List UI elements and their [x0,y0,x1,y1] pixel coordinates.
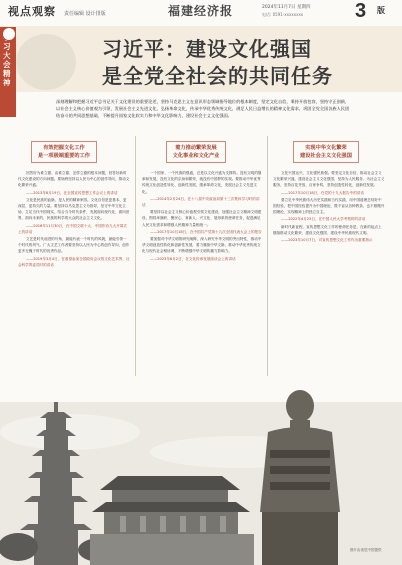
section-tab-label: 习大会精神 [3,42,11,87]
source-note: ——2017年10月18日，在党的十九大报告中的讲话 [281,190,364,195]
party-emblem-icon [2,27,16,41]
column-sub: 责任编辑 设计排版 [64,11,106,17]
paragraph: 一个国家、一个民族的强盛，总是以文化兴盛为支撑的。没有文明的继承和发展，没有文化的弘扬和繁荣，就没有中国梦的实现。要推动中华优秀传统文化创造性转化、创新性发展，继承革命文化，发展社会主义先进文化。 [142,171,262,194]
article-column-3 [273,170,385,390]
subhead-1-line2: 是一项极端重要的工作 [38,153,90,159]
source-note: ——2023年6月2日，在文化传承发展座谈会上的讲话 [150,256,236,261]
headline-line2: 是全党全社会的共同任务 [102,64,333,88]
subhead-2-line2: 文化事业和文化产业 [172,153,220,159]
column-name: 视点观察 [8,5,56,18]
source-note: ——2013年8月19日，在全国宣传思想工作会议上的讲话 [26,190,118,195]
subhead-1-line1: 有效把握文化工作 [43,145,85,151]
contact-tel: 电话: 0591-xxxxxxxx [262,12,304,17]
watermark-seal-icon [16,34,76,90]
page-suffix: 版 [377,6,385,15]
article-column-1 [18,170,130,370]
source-note: ——2022年4月25日，在中国人民大学考察时的讲话 [281,217,366,222]
issue-date: 2024年11月7日 星期四 [262,5,311,10]
paper-name: 福建经济报 [168,4,234,18]
source-note: ——2017年10月18日，在中国共产党第十九次全国代表大会上的报告 [150,229,262,234]
paragraph: 回答好为谁立德、由谁立德、怎样立德的根本问题，回答好新时代文化建设的方向问题。要始终坚持以人民为中心的创作导向，推动文化繁荣兴盛。 [18,171,130,188]
paragraph: 要加强对中华文明的研究阐释，深入研究中华文明的突出特性，推动中华文明创造性转化和创新性发展，着力赓续中华文脉，推动中华优秀传统文化与现代社会相协调，不断增强中华文明传播力影响力。 [142,237,262,254]
source-note: ——2016年11月30日，在中国文联十大、中国作协九大开幕式上的讲话 [18,223,127,234]
subhead-2-line1: 着力推动繁荣发展 [175,145,217,151]
source-note: ——2019年3月4日，在看望参加全国政协会议的文化艺术界、社会科学界委员时的讲话 [18,256,130,267]
subhead-1 [18,141,110,163]
paragraph: 文化是民族的血脉，是人民的精神家园。文化自信是更基本、更深层、更持久的力量。要坚持以马克思主义为指导，坚守中华文化立场，立足当代中国现实，结合当今时代条件，发展面向现代化、面向世界、面向未来的，民族的科学的大众的社会主义文化。 [18,197,130,221]
column-divider [267,136,268,376]
intro-text: 深刻理解和把握习近平总书记关于文化建设的重要论述，坚持马克思主义在意识形态领域指导地位的根本制度，坚定文化自信，秉持开放包容，坚持守正创新，以社会主义核心价值观为引领，发展社会主义先进文化，弘扬革命文化，传承中华优秀传统文化，满足人民日益增长的精神文化需求，巩固全党全国各族人民团结奋斗的共同思想基础，不断提升国家文化软实力和中华文化影响力，建设社会主义文化强国。 [56,99,350,118]
source-note: ——2014年2月24日，在十八届中央政治局第十三次集体学习时的讲话 [142,196,260,208]
subhead-2 [150,141,242,163]
photo-caption: 图片由视觉中国提供 [350,548,382,552]
paragraph: 要坚持以社会主义核心价值观引领文化建设，加强社会主义精神文明建设，围绕举旗帜、聚民心、育新人、兴文化、展形象的使命任务，促进满足人民文化需求和增强人民精神力量相统一。 [142,210,262,227]
headline-line1: 习近平：建设文化强国 [102,37,312,61]
page-number: 3 [355,0,367,22]
paragraph: 文化兴国运兴，文化强民族强。要坚定文化自信，推动社会主义文化繁荣兴盛，建设社会主义文化强国，坚持为人民服务、为社会主义服务，坚持百花齐放、百家争鸣，坚持创造性转化、创新性发展。 [273,171,385,188]
source-note: ——2023年10月7日，对宣传思想文化工作作出重要指示 [281,238,373,243]
paragraph: 文艺是时代前进的号角，最能代表一个时代的风貌，最能引领一个时代的风气。广大文艺工作者要坚持以人民为中心的创作导向，创作更多无愧于时代的优秀作品。 [18,237,130,254]
subhead-3 [280,141,372,163]
paragraph: 新时代新征程，宣传思想文化工作的使命任务是，在新的起点上继续推动文化繁荣、建设文化强国、建设中华民族现代文明。 [273,224,382,235]
column-divider [135,136,136,376]
subhead-3-line1: 实现中华文化繁荣 [305,145,347,151]
subhead-3-line2: 建设社会主义文化强国 [300,153,352,159]
masthead [0,0,402,27]
cultural-illustration [0,372,402,565]
paragraph: 要立足中华民族伟大历史实践和当代实践，用中国道理总结好中国经验，把中国经验提升为中国理论，既不盲从各种教条，也不照搬外国理论，实现精神上的独立自主。 [273,197,385,215]
intro-paragraph [56,98,350,119]
